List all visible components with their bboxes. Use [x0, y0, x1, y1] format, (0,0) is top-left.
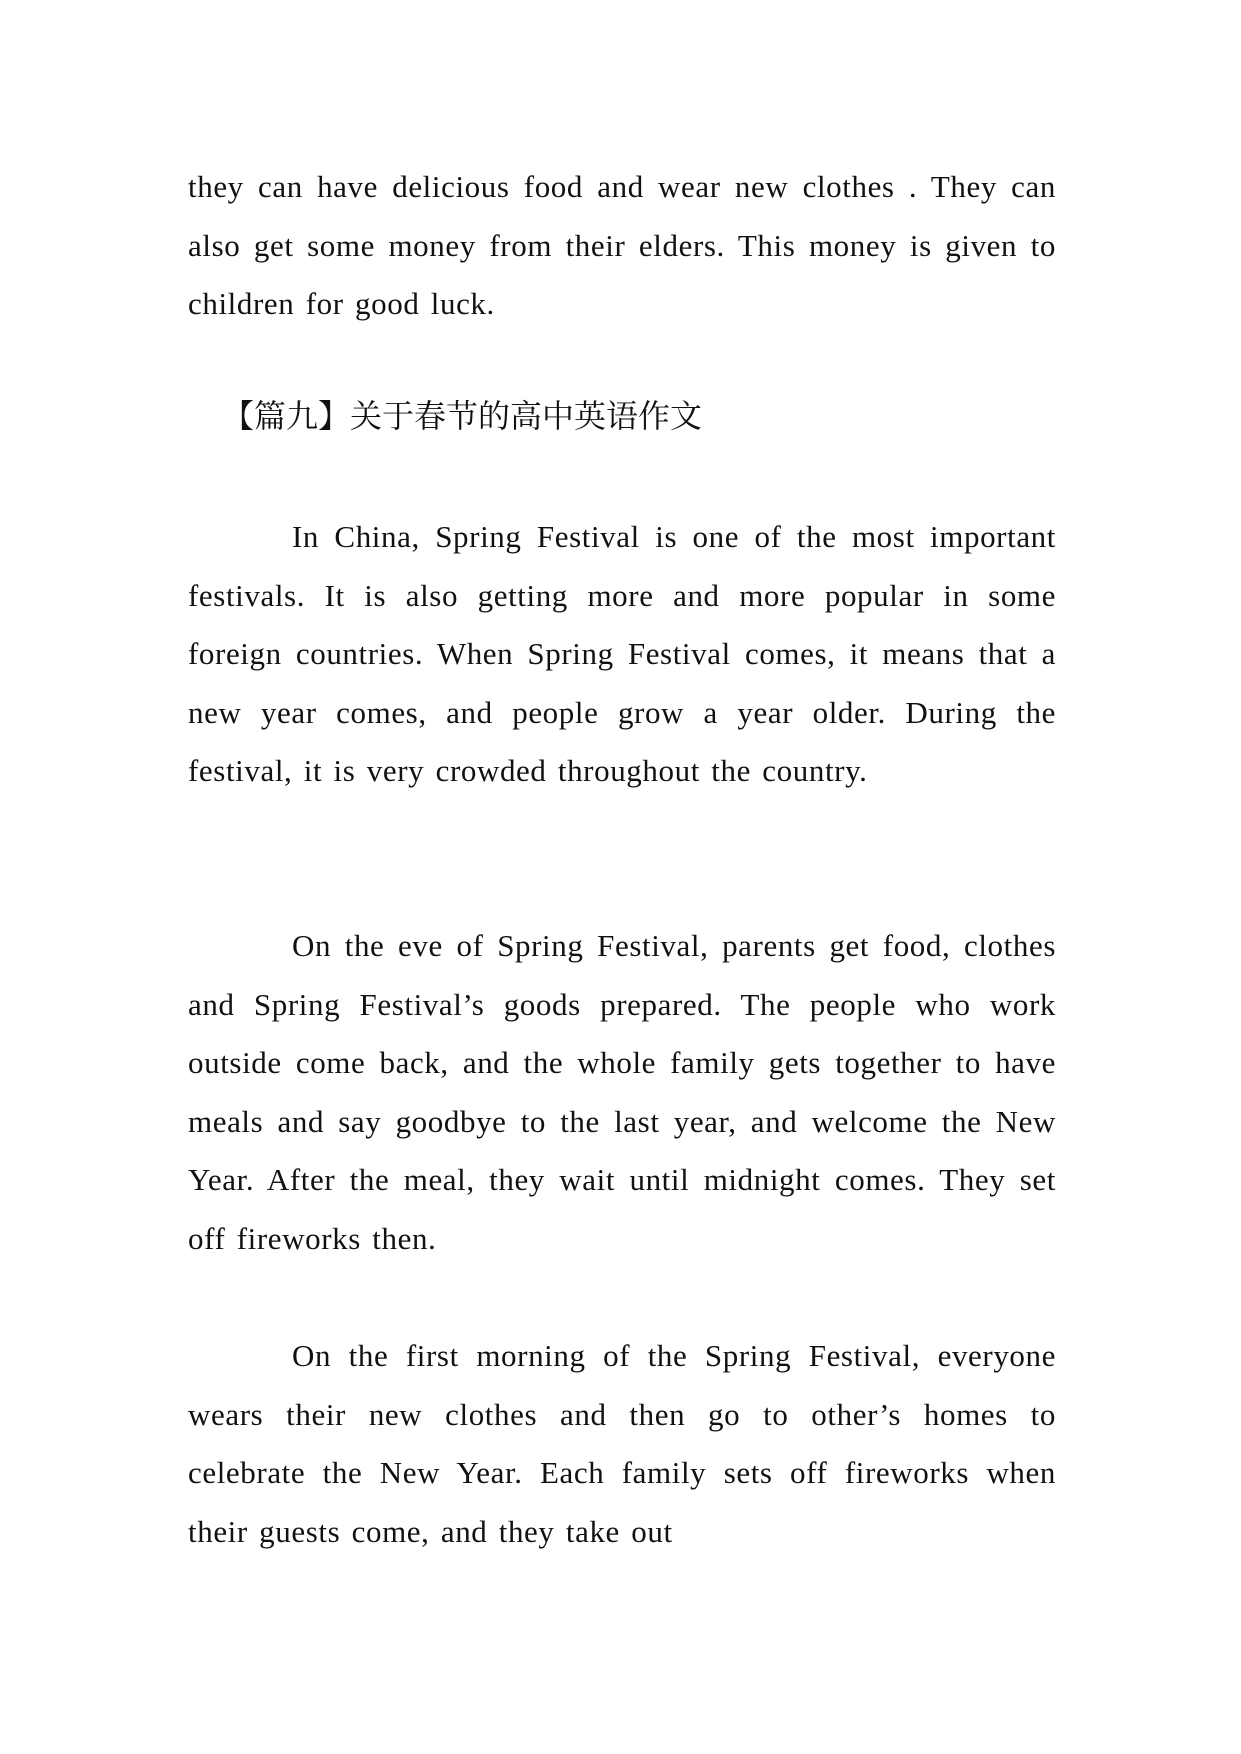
section-heading: 【篇九】关于春节的高中英语作文	[222, 397, 703, 435]
paragraph-first-morning: On the first morning of the Spring Festival, everyone wears their new clothes and then go to other’s homes to celebrate the New Year. Each family sets off fireworks when their guests come, and they take out	[188, 1338, 1056, 1549]
paragraph-intro: In China, Spring Festival is one of the most important festivals. It is also getting more and more popular in some foreign countries. When Spring Festival comes, it means that a new year comes, and people grow a year older. During the festival, it is very crowded throughout the country.	[188, 519, 1056, 788]
paragraph-eve: On the eve of Spring Festival, parents get food, clothes and Spring Festival’s goods prepared. The people who work outside come back, and the whole family gets together to have meals and say goodbye to the last year, and welcome the New Year. After the meal, they wait until midnight comes. They set off fireworks then.	[188, 928, 1056, 1256]
continuation-paragraph: they can have delicious food and wear new clothes . They can also get some money from their elders. This money is given to children for good luck.	[188, 169, 1056, 321]
